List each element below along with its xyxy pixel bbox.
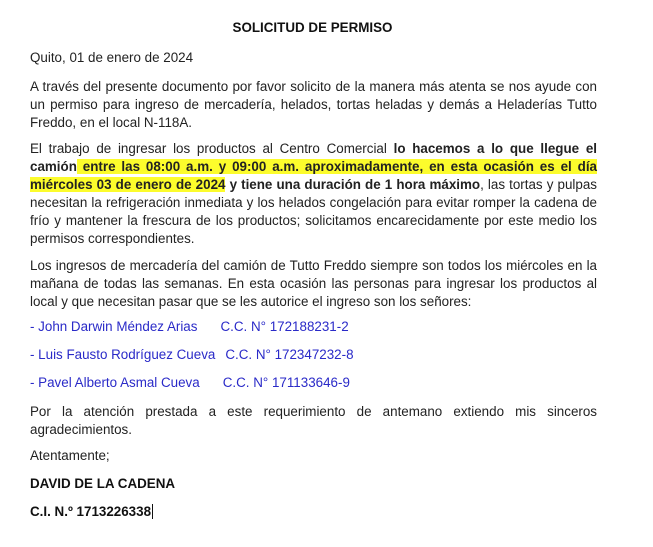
signer-id-line[interactable] [30,503,597,521]
person-name: - Pavel Alberto Asmal Cueva [30,375,200,390]
paragraph-people-intro: Los ingresos de mercadería del camión de Tutto Freddo siempre son todos los miércoles en la mañana de todas las semanas. En esta ocasión las personas para ingresar los productos al local y que necesitan pasar que se les autorice el ingreso son los señores: [30,258,597,309]
closing-text: Atentamente; [30,448,110,463]
paragraph-request: A través del presente documento por favor solicito de la manera más atenta se nos ayude con un permiso para ingreso de mercadería, helados, tortas heladas y demás a Heladerías Tutto Freddo, en el local N-118A. [30,79,597,130]
person-name: - Luis Fausto Rodríguez Cueva [30,347,216,362]
person-item [30,374,350,392]
signer-name: DAVID DE LA CADENA [30,476,176,491]
document-title: SOLICITUD DE PERMISO [232,20,393,35]
person-id: C.C. N° 172188231-2 [220,319,349,334]
person-item [30,318,349,336]
schedule-text-details: , las tortas y pulpas necesitan la refrigeración inmediata y los helados congelación para evitar romper la cadena de frío y mantener la frescura de los productos; solicitamos encarecidamente por este medio los permisos correspondientes. [30,177,597,246]
text-cursor [152,504,153,519]
paragraph-thanks: Por la atención prestada a este requerimiento de antemano extiendo mis sinceros agradecimientos. [30,404,597,437]
paragraph-schedule [30,140,597,248]
signer-id: C.I. N.º 1713226338 [30,504,152,519]
schedule-text-highlighted: entre las 08:00 a.m. y 09:00 a.m. aproximadamente, en esta ocasión es el día miércoles 03 de enero de 2024 [30,159,597,192]
schedule-text-intro: El trabajo de ingresar los productos al Centro Comercial [30,141,394,156]
schedule-text-duration: y tiene una duración de 1 hora máximo [225,177,481,192]
schedule-text-truck: lo hacemos a lo que llegue el camión [30,141,597,174]
person-item [30,346,354,364]
person-name: - John Darwin Méndez Arias [30,319,198,334]
document-date: Quito, 01 de enero de 2024 [30,50,194,65]
person-id: C.C. N° 172347232-8 [225,347,354,362]
person-id: C.C. N° 171133646-9 [222,375,350,390]
